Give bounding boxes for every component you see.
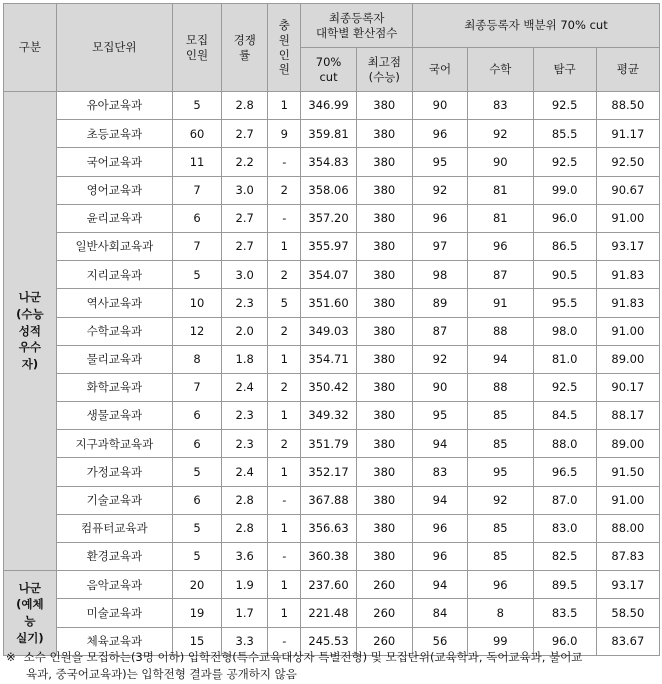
cell-cut70: 357.20 (301, 204, 356, 232)
table-body (4, 92, 660, 656)
cell-max: 380 (356, 402, 412, 430)
cell-competition: 2.4 (222, 373, 268, 401)
header-math: 수학 (468, 48, 533, 92)
cell-competition: 3.3 (222, 627, 268, 655)
header-unit: 모집단위 (56, 4, 172, 92)
cell-cut70: 354.83 (301, 148, 356, 176)
note-mark: ※ (6, 650, 16, 664)
cell-recruit: 8 (172, 345, 221, 373)
cell-cut70: 359.81 (301, 120, 356, 148)
cell-recruit: 10 (172, 289, 221, 317)
cell-additional: 5 (268, 289, 301, 317)
cell-math: 81 (468, 204, 533, 232)
cell-korean: 96 (412, 204, 467, 232)
cell-unit: 일반사회교육과 (56, 232, 172, 260)
cell-unit: 역사교육과 (56, 289, 172, 317)
header-additional: 충 원 인 원 (268, 4, 301, 92)
cell-competition: 2.3 (222, 289, 268, 317)
cell-math: 92 (468, 120, 533, 148)
cell-inquiry: 92.5 (533, 373, 596, 401)
group-label: 나군 (수능 성적 우수 자) (4, 92, 57, 571)
cell-cut70: 351.79 (301, 430, 356, 458)
cell-recruit: 5 (172, 92, 221, 120)
cell-math: 85 (468, 543, 533, 571)
cell-max: 380 (356, 92, 412, 120)
cell-max: 380 (356, 373, 412, 401)
cell-additional: 2 (268, 176, 301, 204)
cell-inquiry: 83.5 (533, 599, 596, 627)
cell-cut70: 360.38 (301, 543, 356, 571)
cell-math: 88 (468, 317, 533, 345)
cell-competition: 2.8 (222, 92, 268, 120)
header-max-score: 최고점 (수능) (356, 48, 412, 92)
table-row (4, 204, 660, 232)
cell-math: 96 (468, 571, 533, 599)
cell-korean: 90 (412, 373, 467, 401)
cell-competition: 2.3 (222, 430, 268, 458)
cell-unit: 유아교육과 (56, 92, 172, 120)
table-row (4, 373, 660, 401)
table-row (4, 176, 660, 204)
cell-math: 85 (468, 402, 533, 430)
table-row (4, 261, 660, 289)
cell-max: 380 (356, 514, 412, 542)
cell-additional: - (268, 543, 301, 571)
cell-unit: 영어교육과 (56, 176, 172, 204)
cell-korean: 56 (412, 627, 467, 655)
cell-recruit: 6 (172, 486, 221, 514)
cell-average: 88.00 (596, 514, 659, 542)
cell-korean: 94 (412, 430, 467, 458)
cell-recruit: 7 (172, 373, 221, 401)
cell-competition: 2.0 (222, 317, 268, 345)
cell-competition: 2.7 (222, 204, 268, 232)
cell-math: 83 (468, 92, 533, 120)
cell-max: 260 (356, 627, 412, 655)
table-row (4, 402, 660, 430)
cell-math: 91 (468, 289, 533, 317)
header-cut70: 70% cut (301, 48, 356, 92)
cell-inquiry: 85.5 (533, 120, 596, 148)
cell-additional: - (268, 204, 301, 232)
cell-max: 380 (356, 120, 412, 148)
cell-additional: 1 (268, 571, 301, 599)
cell-korean: 96 (412, 120, 467, 148)
cell-additional: 1 (268, 232, 301, 260)
cell-inquiry: 96.0 (533, 204, 596, 232)
cell-unit: 컴퓨터교육과 (56, 514, 172, 542)
table-row (4, 92, 660, 120)
table-row (4, 430, 660, 458)
cell-average: 93.17 (596, 232, 659, 260)
cell-average: 91.17 (596, 120, 659, 148)
cell-cut70: 350.42 (301, 373, 356, 401)
cell-cut70: 349.03 (301, 317, 356, 345)
cell-recruit: 7 (172, 176, 221, 204)
cell-additional: - (268, 148, 301, 176)
cell-additional: 1 (268, 514, 301, 542)
cell-recruit: 11 (172, 148, 221, 176)
cell-unit: 가정교육과 (56, 458, 172, 486)
cell-cut70: 358.06 (301, 176, 356, 204)
cell-inquiry: 86.5 (533, 232, 596, 260)
cell-average: 88.17 (596, 402, 659, 430)
cell-korean: 83 (412, 458, 467, 486)
cell-cut70: 237.60 (301, 571, 356, 599)
header-category: 구분 (4, 4, 57, 92)
cell-recruit: 19 (172, 599, 221, 627)
cell-math: 95 (468, 458, 533, 486)
table-row (4, 514, 660, 542)
cell-recruit: 5 (172, 514, 221, 542)
cell-korean: 95 (412, 148, 467, 176)
cell-max: 380 (356, 345, 412, 373)
cell-unit: 생물교육과 (56, 402, 172, 430)
table-row (4, 571, 660, 599)
cell-recruit: 7 (172, 232, 221, 260)
cell-competition: 3.0 (222, 176, 268, 204)
cell-max: 380 (356, 176, 412, 204)
note-line-1: 소수 인원을 모집하는(3명 이하) 입학전형(특수교육대상자 특별전형) 및 모집단위(교육학과, 독어교육과, 불어교 (23, 650, 583, 664)
cell-max: 380 (356, 261, 412, 289)
cell-korean: 87 (412, 317, 467, 345)
cell-competition: 2.8 (222, 486, 268, 514)
cell-inquiry: 99.0 (533, 176, 596, 204)
cell-additional: 1 (268, 458, 301, 486)
cell-inquiry: 82.5 (533, 543, 596, 571)
cell-competition: 2.7 (222, 232, 268, 260)
cell-inquiry: 96.5 (533, 458, 596, 486)
cell-average: 91.50 (596, 458, 659, 486)
cell-max: 380 (356, 148, 412, 176)
cell-max: 380 (356, 289, 412, 317)
cell-max: 260 (356, 599, 412, 627)
cell-additional: 1 (268, 402, 301, 430)
cell-unit: 지리교육과 (56, 261, 172, 289)
cell-additional: 1 (268, 92, 301, 120)
cell-inquiry: 92.5 (533, 148, 596, 176)
cell-math: 85 (468, 514, 533, 542)
cell-math: 87 (468, 261, 533, 289)
cell-math: 90 (468, 148, 533, 176)
footnote (6, 649, 660, 683)
cell-cut70: 355.97 (301, 232, 356, 260)
table-row (4, 148, 660, 176)
header-score-group: 최종등록자 대학별 환산점수 (301, 4, 412, 48)
cell-max: 380 (356, 430, 412, 458)
cell-recruit: 6 (172, 204, 221, 232)
cell-cut70: 352.17 (301, 458, 356, 486)
cell-math: 8 (468, 599, 533, 627)
cell-cut70: 351.60 (301, 289, 356, 317)
cell-math: 94 (468, 345, 533, 373)
cell-inquiry: 84.5 (533, 402, 596, 430)
cell-average: 91.83 (596, 261, 659, 289)
header-competition: 경쟁 률 (222, 4, 268, 92)
cell-max: 380 (356, 204, 412, 232)
cell-korean: 84 (412, 599, 467, 627)
cell-competition: 2.7 (222, 120, 268, 148)
cell-competition: 1.7 (222, 599, 268, 627)
cell-inquiry: 87.0 (533, 486, 596, 514)
cell-unit: 화학교육과 (56, 373, 172, 401)
cell-additional: 1 (268, 599, 301, 627)
cell-inquiry: 89.5 (533, 571, 596, 599)
cell-unit: 미술교육과 (56, 599, 172, 627)
cell-inquiry: 88.0 (533, 430, 596, 458)
cell-max: 380 (356, 232, 412, 260)
header-percentile-group: 최종등록자 백분위 70% cut (412, 4, 659, 48)
cell-unit: 수학교육과 (56, 317, 172, 345)
cell-max: 380 (356, 458, 412, 486)
cell-average: 89.00 (596, 345, 659, 373)
cell-korean: 97 (412, 232, 467, 260)
table-row (4, 289, 660, 317)
cell-additional: - (268, 627, 301, 655)
cell-korean: 95 (412, 402, 467, 430)
cell-unit: 음악교육과 (56, 571, 172, 599)
cell-math: 96 (468, 232, 533, 260)
note-line-2: 육과, 중국어교육과)는 입학전형 결과를 공개하지 않음 (26, 667, 297, 681)
cell-math: 92 (468, 486, 533, 514)
cell-max: 260 (356, 571, 412, 599)
cell-additional: - (268, 486, 301, 514)
cell-math: 81 (468, 176, 533, 204)
table-row (4, 599, 660, 627)
cell-recruit: 15 (172, 627, 221, 655)
cell-inquiry: 81.0 (533, 345, 596, 373)
cell-math: 99 (468, 627, 533, 655)
cell-recruit: 60 (172, 120, 221, 148)
cell-average: 87.83 (596, 543, 659, 571)
cell-unit: 지구과학교육과 (56, 430, 172, 458)
cell-korean: 94 (412, 571, 467, 599)
cell-average: 90.17 (596, 373, 659, 401)
cell-math: 88 (468, 373, 533, 401)
cell-unit: 물리교육과 (56, 345, 172, 373)
cell-unit: 국어교육과 (56, 148, 172, 176)
table-row (4, 317, 660, 345)
cell-average: 88.50 (596, 92, 659, 120)
cell-average: 91.00 (596, 486, 659, 514)
cell-korean: 94 (412, 486, 467, 514)
cell-unit: 윤리교육과 (56, 204, 172, 232)
cell-recruit: 5 (172, 543, 221, 571)
cell-inquiry: 95.5 (533, 289, 596, 317)
cell-cut70: 356.63 (301, 514, 356, 542)
cell-recruit: 5 (172, 261, 221, 289)
cell-korean: 96 (412, 543, 467, 571)
cell-competition: 3.0 (222, 261, 268, 289)
table-row (4, 232, 660, 260)
cell-max: 380 (356, 543, 412, 571)
cell-unit: 체육교육과 (56, 627, 172, 655)
table-row (4, 345, 660, 373)
cell-average: 58.50 (596, 599, 659, 627)
cell-unit: 기술교육과 (56, 486, 172, 514)
cell-cut70: 367.88 (301, 486, 356, 514)
cell-average: 89.00 (596, 430, 659, 458)
cell-additional: 2 (268, 261, 301, 289)
cell-inquiry: 90.5 (533, 261, 596, 289)
cell-competition: 2.8 (222, 514, 268, 542)
cell-inquiry: 83.0 (533, 514, 596, 542)
cell-korean: 92 (412, 345, 467, 373)
cell-average: 91.00 (596, 317, 659, 345)
cell-cut70: 221.48 (301, 599, 356, 627)
cell-average: 90.67 (596, 176, 659, 204)
cell-cut70: 245.53 (301, 627, 356, 655)
cell-competition: 1.8 (222, 345, 268, 373)
cell-korean: 92 (412, 176, 467, 204)
header-korean: 국어 (412, 48, 467, 92)
cell-average: 83.67 (596, 627, 659, 655)
cell-korean: 90 (412, 92, 467, 120)
table-row (4, 543, 660, 571)
table-header (4, 4, 660, 92)
cell-max: 380 (356, 486, 412, 514)
cell-average: 91.83 (596, 289, 659, 317)
header-inquiry: 탐구 (533, 48, 596, 92)
admission-results-table (3, 3, 660, 656)
cell-competition: 3.6 (222, 543, 268, 571)
cell-average: 93.17 (596, 571, 659, 599)
cell-cut70: 354.71 (301, 345, 356, 373)
cell-recruit: 12 (172, 317, 221, 345)
table-row (4, 458, 660, 486)
cell-additional: 2 (268, 373, 301, 401)
cell-unit: 초등교육과 (56, 120, 172, 148)
cell-inquiry: 92.5 (533, 92, 596, 120)
cell-unit: 환경교육과 (56, 543, 172, 571)
cell-competition: 2.2 (222, 148, 268, 176)
cell-recruit: 6 (172, 430, 221, 458)
group-label: 나군 (예체 능 실기) (4, 571, 57, 656)
cell-math: 85 (468, 430, 533, 458)
cell-average: 91.00 (596, 204, 659, 232)
table-row (4, 486, 660, 514)
cell-additional: 1 (268, 345, 301, 373)
cell-recruit: 6 (172, 402, 221, 430)
cell-cut70: 354.07 (301, 261, 356, 289)
cell-inquiry: 98.0 (533, 317, 596, 345)
cell-cut70: 346.99 (301, 92, 356, 120)
cell-korean: 96 (412, 514, 467, 542)
cell-average: 92.50 (596, 148, 659, 176)
cell-competition: 2.4 (222, 458, 268, 486)
cell-additional: 9 (268, 120, 301, 148)
cell-max: 380 (356, 317, 412, 345)
cell-inquiry: 96.0 (533, 627, 596, 655)
cell-korean: 98 (412, 261, 467, 289)
cell-competition: 1.9 (222, 571, 268, 599)
cell-korean: 89 (412, 289, 467, 317)
header-recruit: 모집 인원 (172, 4, 221, 92)
cell-additional: 2 (268, 430, 301, 458)
cell-competition: 2.3 (222, 402, 268, 430)
cell-recruit: 20 (172, 571, 221, 599)
table-row (4, 120, 660, 148)
header-average: 평균 (596, 48, 659, 92)
cell-cut70: 349.32 (301, 402, 356, 430)
cell-recruit: 5 (172, 458, 221, 486)
cell-additional: 2 (268, 317, 301, 345)
